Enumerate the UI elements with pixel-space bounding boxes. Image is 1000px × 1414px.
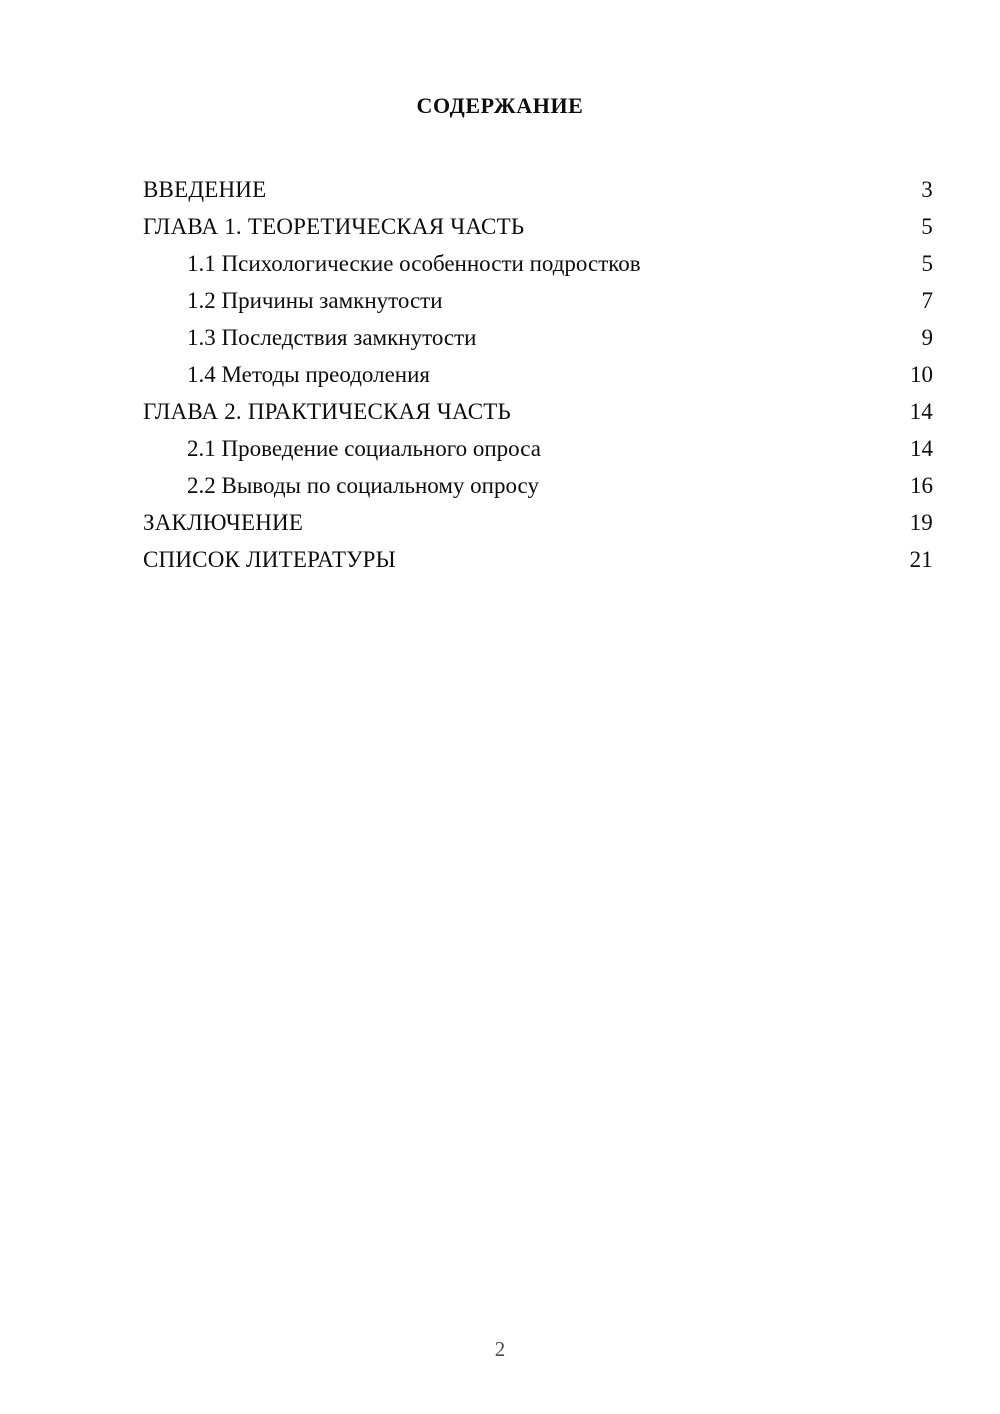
toc-entry[interactable] (143, 467, 933, 504)
toc-entry-page-number: 16 (910, 473, 933, 498)
toc-entry[interactable] (143, 282, 933, 319)
toc-entry[interactable] (143, 319, 933, 356)
toc-entry-title: СПИСОК ЛИТЕРАТУРЫ (143, 547, 396, 572)
toc-entry-title: ЗАКЛЮЧЕНИЕ (143, 510, 304, 535)
toc-entry[interactable] (143, 541, 933, 578)
toc-entry-title: 1.1 Психологические особенности подростков (187, 251, 641, 276)
toc-entry-title: 2.1 Проведение социального опроса (187, 436, 541, 461)
toc-entry-title: ВВЕДЕНИЕ (143, 177, 267, 202)
toc-entry[interactable] (143, 356, 933, 393)
toc-entry-title: 1.3 Последствия замкнутости (187, 325, 477, 350)
toc-entry-page-number: 10 (910, 362, 933, 387)
toc-entry[interactable] (143, 171, 933, 208)
toc-entry-page-number: 3 (921, 177, 933, 202)
toc-entry-page-number: 7 (921, 288, 933, 313)
toc-entry-title: 1.2 Причины замкнутости (187, 288, 443, 313)
table-of-contents (143, 171, 933, 578)
toc-entry-page-number: 5 (921, 251, 933, 276)
toc-entry-page-number: 19 (909, 510, 933, 535)
toc-entry[interactable] (143, 430, 933, 467)
toc-entry[interactable] (143, 393, 933, 430)
toc-entry-page-number: 5 (921, 214, 933, 239)
toc-entry-title: 2.2 Выводы по социальному опросу (187, 473, 539, 498)
toc-entry-page-number: 14 (910, 436, 933, 461)
toc-entry-page-number: 21 (909, 547, 933, 572)
page-title: СОДЕРЖАНИЕ (416, 93, 584, 118)
toc-entry-page-number: 9 (921, 325, 933, 350)
toc-entry-page-number: 14 (909, 399, 933, 424)
toc-entry-title: ГЛАВА 2. ПРАКТИЧЕСКАЯ ЧАСТЬ (143, 399, 511, 424)
toc-entry[interactable] (143, 504, 933, 541)
toc-entry-title: ГЛАВА 1. ТЕОРЕТИЧЕСКАЯ ЧАСТЬ (143, 214, 525, 239)
footer-page-number: 2 (494, 1337, 506, 1361)
toc-entry[interactable] (143, 208, 933, 245)
toc-entry[interactable] (143, 245, 933, 282)
toc-entry-title: 1.4 Методы преодоления (187, 362, 430, 387)
